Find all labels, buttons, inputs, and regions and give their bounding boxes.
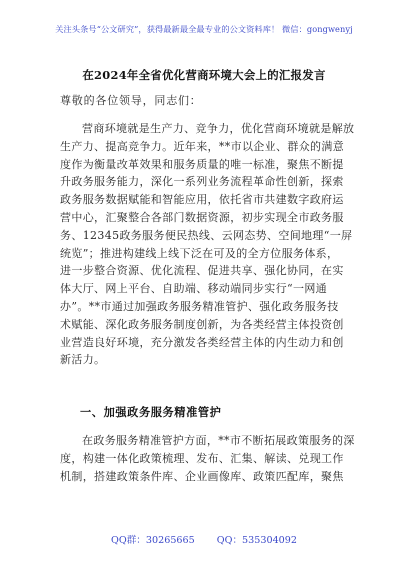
paragraph-line: 机制，搭建政策条件库、企业画像库、政策匹配库，聚焦: [60, 469, 344, 483]
paragraph-line: 度作为衡量改革效果和服务质量的唯一标准，聚焦不断提: [60, 157, 344, 171]
footer-qq-group: QQ群：30265665: [110, 535, 195, 546]
section-paragraph: [60, 432, 360, 485]
intro-paragraph: [60, 120, 360, 369]
section-heading: 一、加强政务服务精准管护: [80, 405, 222, 419]
paragraph-line: 术赋能、深化政务服务制度创新，为各类经营主体投资创: [60, 317, 344, 331]
paragraph-line: 生产力、提高竞争力。近年来，**市以企业、群众的满意: [60, 139, 345, 153]
paragraph-line: 度，构建一体化政策梳理、发布、汇集、解读、兑现工作: [60, 451, 344, 465]
paragraph-line: 统览”；推进构建线上线下泛在可及的全方位服务体系，: [60, 246, 339, 260]
paragraph-line: 务、12345政务服务便民热线、云网态势、空间地理“一屏: [60, 228, 353, 242]
footer-contact: [0, 532, 408, 546]
salutation: 尊敬的各位领导，同志们：: [60, 94, 202, 107]
header-promo-note: 关注头条号“公文研究”，获得最新最全最专业的公文资料库！ 微信：gongwenyj: [55, 24, 353, 34]
paragraph-line: 政务服务数据赋能和智能应用，依托省市共建数字政府运: [60, 193, 344, 207]
paragraph-line: 在政务服务精准管护方面，**市不断拓展政策服务的深: [82, 434, 355, 447]
paragraph-line: 升政务服务能力，深化一系列业务流程革命性创新，探索: [60, 175, 344, 189]
paragraph-line: 体大厅、网上平台、自助端、移动端同步实行“一网通: [60, 282, 328, 296]
document-title: 在2024年全省优化营商环境大会上的汇报发言: [82, 68, 326, 82]
footer-qq-number: QQ：535304092: [216, 535, 297, 546]
paragraph-line: 进一步整合资源、优化流程、促进共享、强化协同，在实: [60, 264, 344, 278]
paragraph-line: 业营造良好环境，充分激发各类经营主体的内生动力和创: [60, 335, 344, 349]
paragraph-line: 办”。**市通过加强政务服务精准管护、强化政务服务技: [60, 299, 339, 313]
paragraph-line: 新活力。: [60, 353, 106, 367]
paragraph-line: 营中心，汇聚整合各部门数据资源，初步实现全市政务服: [60, 210, 344, 224]
paragraph-line: 营商环境就是生产力、竞争力，优化营商环境就是解放: [82, 122, 355, 135]
